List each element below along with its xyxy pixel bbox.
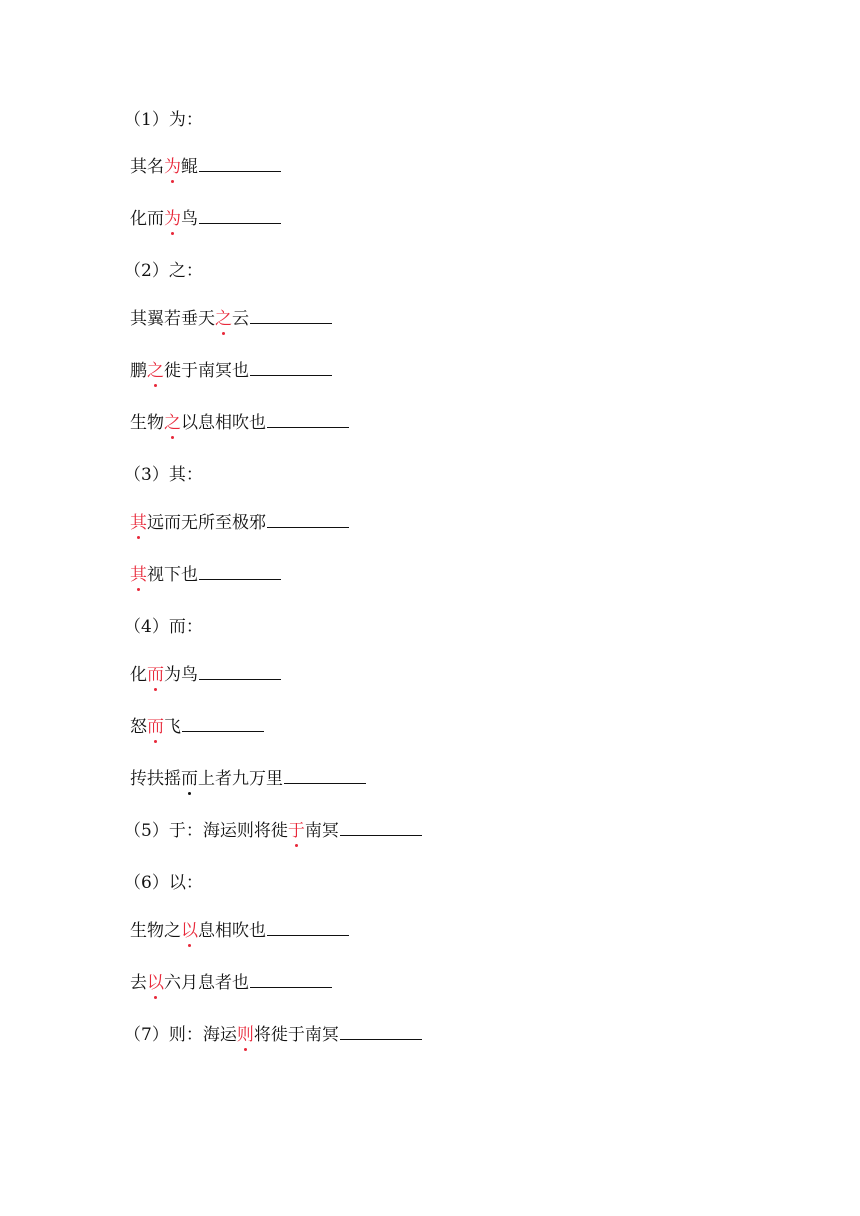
answer-blank[interactable] [182, 730, 264, 732]
highlighted-word: 于 [287, 821, 305, 841]
answer-blank[interactable] [199, 678, 281, 680]
item-5 [124, 820, 422, 842]
highlighted-word: 而 [147, 665, 164, 685]
item-6-sentence-2 [130, 972, 332, 994]
sentence-text: （5）于：海运则将徙 [124, 821, 288, 841]
highlighted-word: 则 [236, 1025, 254, 1045]
sentence-text: 抟扶摇 [130, 769, 181, 789]
item-text: （6）以： [124, 873, 203, 893]
sentence-text: 其名 [130, 157, 164, 177]
sentence-text: 鲲 [181, 157, 198, 177]
answer-blank[interactable] [340, 1038, 422, 1040]
sentence-text: 南冥 [304, 821, 339, 841]
item-3-sentence-1 [130, 512, 349, 534]
sentence-text: 生物 [130, 413, 164, 433]
highlighted-word: 其 [130, 565, 147, 585]
answer-blank[interactable] [267, 426, 349, 428]
item-1-heading [124, 109, 203, 131]
highlighted-word: 以 [147, 973, 164, 993]
item-2-sentence-3 [130, 412, 349, 434]
highlighted-word: 为 [164, 157, 181, 177]
item-4-sentence-2 [130, 716, 264, 738]
highlighted-word: 之 [147, 361, 164, 381]
item-1-sentence-2 [130, 208, 281, 230]
answer-blank[interactable] [250, 322, 332, 324]
item-6-heading [124, 872, 203, 894]
sentence-text: 鸟 [181, 209, 198, 229]
sentence-text: 怒 [130, 717, 147, 737]
sentence-text: 为鸟 [164, 665, 198, 685]
highlighted-word: 以 [181, 921, 198, 941]
sentence-text: 将徙于南冥 [253, 1025, 339, 1045]
answer-blank[interactable] [250, 986, 332, 988]
item-3-heading [124, 464, 203, 486]
highlighted-word: 为 [164, 209, 181, 229]
item-text: （3）其： [124, 465, 203, 485]
sentence-text: 以息相吹也 [181, 413, 266, 433]
highlighted-word: 其 [130, 513, 147, 533]
sentence-text: 云 [232, 309, 249, 329]
sentence-text: 其翼若垂天 [130, 309, 215, 329]
answer-blank[interactable] [199, 170, 281, 172]
sentence-text: 去 [130, 973, 147, 993]
item-4-sentence-3 [130, 768, 366, 790]
sentence-text: （7）则：海运 [124, 1025, 237, 1045]
item-6-sentence-1 [130, 920, 349, 942]
item-text: （2）之： [124, 261, 203, 281]
sentence-text: 化而 [130, 209, 164, 229]
sentence-text: 六月息者也 [164, 973, 249, 993]
answer-blank[interactable] [250, 374, 332, 376]
sentence-text: 远而无所至极邪 [147, 513, 266, 533]
item-4-sentence-1 [130, 664, 281, 686]
sentence-text: 鹏 [130, 361, 147, 381]
item-text: （1）为： [124, 110, 203, 130]
sentence-text: 上者九万里 [198, 769, 283, 789]
item-2-sentence-1 [130, 308, 332, 330]
sentence-text: 化 [130, 665, 147, 685]
item-text: （4）而： [124, 617, 203, 637]
answer-blank[interactable] [340, 834, 422, 836]
item-4-heading [124, 616, 203, 638]
sentence-text: 徙于南冥也 [164, 361, 249, 381]
answer-blank[interactable] [267, 526, 349, 528]
highlighted-word: 之 [164, 413, 181, 433]
item-2-heading [124, 260, 203, 282]
sentence-text: 生物之 [130, 921, 181, 941]
item-3-sentence-2 [130, 564, 281, 586]
sentence-text: 息相吹也 [198, 921, 266, 941]
item-1-sentence-1 [130, 156, 281, 178]
answer-blank[interactable] [199, 578, 281, 580]
answer-blank[interactable] [267, 934, 349, 936]
sentence-text: 视下也 [147, 565, 198, 585]
item-2-sentence-2 [130, 360, 332, 382]
highlighted-word: 之 [215, 309, 232, 329]
highlighted-word: 而 [147, 717, 164, 737]
answer-blank[interactable] [284, 782, 366, 784]
emphasized-word: 而 [181, 769, 198, 789]
sentence-text: 飞 [164, 717, 181, 737]
item-7 [124, 1024, 422, 1046]
answer-blank[interactable] [199, 222, 281, 224]
